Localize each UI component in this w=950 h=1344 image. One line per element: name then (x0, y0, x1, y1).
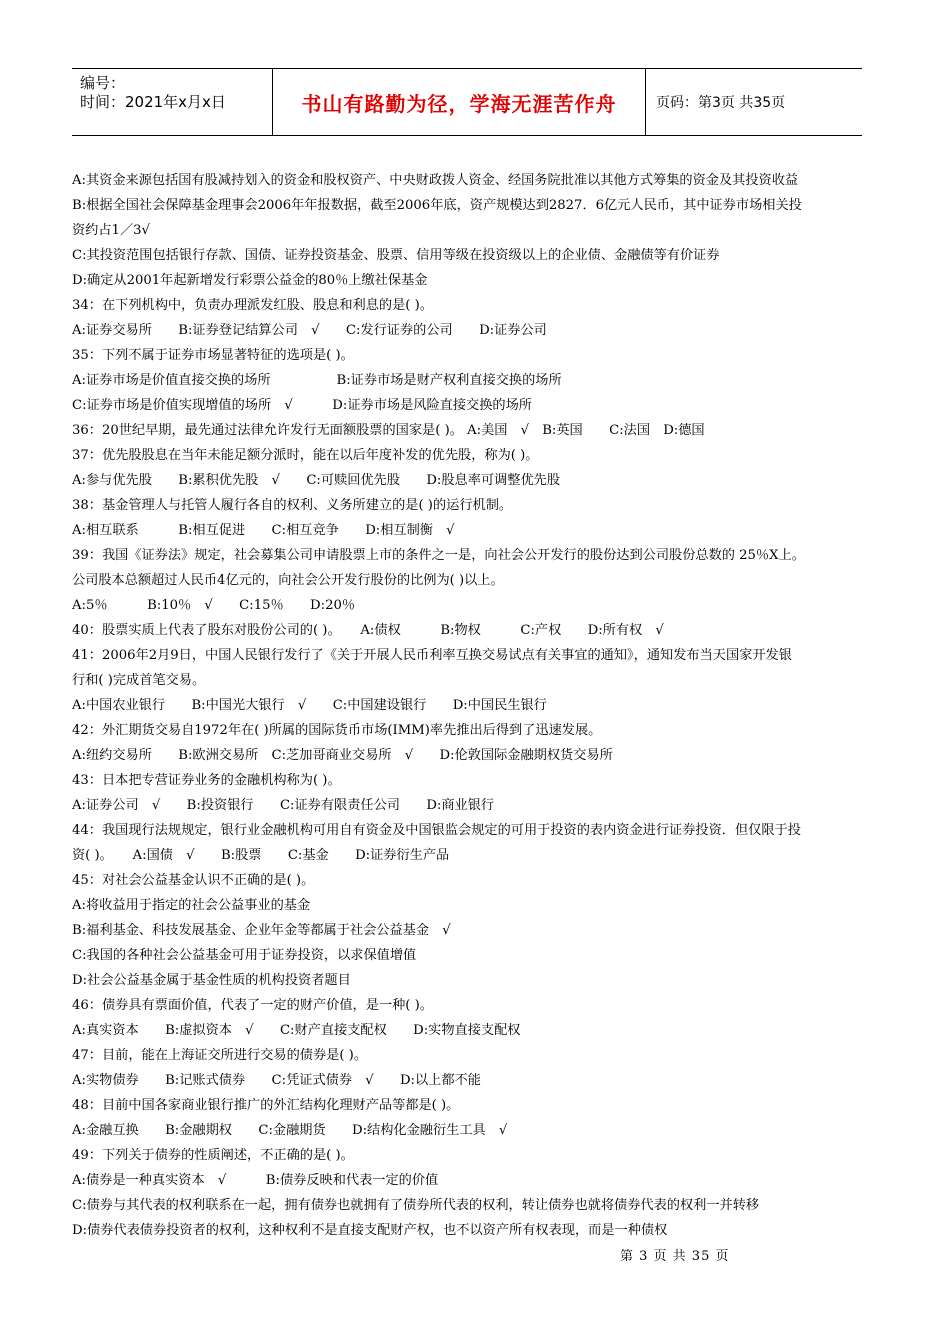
text-line: 46：债券具有票面价值，代表了一定的财产价值，是一种( )。 (72, 998, 433, 1013)
text-line: 47：目前，能在上海证交所进行交易的债券是( )。 (72, 1048, 368, 1063)
text-line: B:福利基金、科技发展基金、企业年金等都属于社会公益基金 √ (72, 923, 451, 938)
text-line: A:将收益用于指定的社会公益事业的基金 (72, 898, 311, 913)
text-line: A:中国农业银行 B:中国光大银行 √ C:中国建设银行 D:中国民生银行 (72, 698, 547, 713)
text-line: A:真实资本 B:虚拟资本 √ C:财产直接支配权 D:实物直接支配权 (72, 1023, 521, 1038)
text-line: A:证券公司 √ B:投资银行 C:证券有限责任公司 D:商业银行 (72, 798, 495, 813)
text-line: C:其投资范围包括银行存款、国债、证券投资基金、股票、信用等级在投资级以上的企业债、金融债等有价证券 (72, 248, 720, 263)
page-header (72, 68, 862, 136)
text-line: 48：目前中国各家商业银行推广的外汇结构化理财产品等都是( )。 (72, 1098, 460, 1113)
text-line: A:相互联系 B:相互促进 C:相互竞争 D:相互制衡 √ (72, 523, 455, 538)
text-line: D:社会公益基金属于基金性质的机构投资者题目 (72, 973, 351, 988)
text-line: 38：基金管理人与托管人履行各自的权利、义务所建立的是( )的运行机制。 (72, 498, 513, 513)
text-line: 42：外汇期货交易自1972年在( )所属的国际货币市场(IMM)率先推出后得到了迅速发展。 (72, 723, 602, 738)
text-line: D:债券代表债券投资者的权利，这种权利不是直接支配财产权，也不以资产所有权表现，而是一种债权 (72, 1223, 668, 1238)
number-label: 编号： (80, 74, 126, 92)
text-line: 43：日本把专营证券业务的金融机构称为( )。 (72, 773, 341, 788)
text-line: 41：2006年2月9日，中国人民银行发行了《关于开展人民币利率互换交易试点有关事宜的通知》，通知发布当天国家开发银 (72, 648, 792, 663)
text-line: 40：股票实质上代表了股东对股份公司的( )。 A:债权 B:物权 C:产权 D:所有权 √ (72, 623, 664, 638)
document-body (72, 168, 872, 1243)
text-line: 39：我国《证券法》规定，社会募集公司申请股票上市的条件之一是，向社会公开发行的股份达到公司股份总数的 25％X上。 (72, 548, 805, 563)
header-info (72, 69, 272, 135)
text-line: 37：优先股股息在当年未能足额分派时，能在以后年度补发的优先股，称为( )。 (72, 448, 539, 463)
text-line: B:根据全国社会保障基金理事会2006年年报数据，截至2006年底，资产规模达到2827．6亿元人民币，其中证券市场相关投 (72, 198, 802, 213)
text-line: A:债券是一种真实资本 √ B:债券反映和代表一定的价值 (72, 1173, 439, 1188)
text-line: A:金融互换 B:金融期权 C:金融期货 D:结构化金融衍生工具 √ (72, 1123, 508, 1138)
text-line: A:纽约交易所 B:欧洲交易所 C:芝加哥商业交易所 √ D:伦敦国际金融期权货交易所 (72, 748, 613, 763)
text-line: C:我国的各种社会公益基金可用于证券投资，以求保值增值 (72, 948, 417, 963)
page-footer: 第 3 页 共 35 页 (620, 1249, 730, 1264)
text-line: A:5％ B:10％ √ C:15％ D:20％ (72, 598, 356, 613)
text-line: A:实物债券 B:记账式债券 C:凭证式债券 √ D:以上都不能 (72, 1073, 481, 1088)
header-divider (645, 69, 646, 135)
text-line: 44：我国现行法规规定，银行业金融机构可用自有资金及中国银监会规定的可用于投资的表内资金进行证券投资．但仅限于投 (72, 823, 801, 838)
text-line: 资约占1／3√ (72, 223, 150, 238)
text-line: 行和( )完成首笔交易。 (72, 673, 206, 688)
header-page-number: 页码：第3页 共35页 (656, 95, 786, 111)
text-line: 36：20世纪早期，最先通过法律允许发行无面额股票的国家是( )。 A:美国 √ B:英国 C:法国 D:德国 (72, 423, 705, 438)
text-line: D:确定从2001年起新增发行彩票公益金的80％上缴社保基金 (72, 273, 428, 288)
text-line: A:其资金来源包括国有股减持划入的资金和股权资产、中央财政拨人资金、经国务院批准以其他方式筹集的资金及其投资收益 (72, 173, 799, 188)
header-motto: 书山有路勤为径，学海无涯苦作舟 (301, 91, 617, 116)
text-line: 45：对社会公益基金认识不正确的是( )。 (72, 873, 315, 888)
text-line: A:证券市场是价值直接交换的场所 B:证券市场是财产权利直接交换的场所 (72, 373, 562, 388)
time-label: 时间：2021年x月x日 (80, 93, 226, 111)
text-line: 公司股本总额超过人民币4亿元的，向社会公开发行股份的比例为( )以上。 (72, 573, 504, 588)
text-line: 资( )。 A:国债 √ B:股票 C:基金 D:证券衍生产品 (72, 848, 450, 863)
text-line: A:参与优先股 B:累积优先股 √ C:可赎回优先股 D:股息率可调整优先股 (72, 473, 561, 488)
text-line: 49：下列关于债券的性质阐述，不正确的是( )。 (72, 1148, 354, 1163)
text-line: C:债券与其代表的权利联系在一起，拥有债券也就拥有了债券所代表的权利，转让债券也就将债券代表的权利一并转移 (72, 1198, 760, 1213)
text-line: 34：在下列机构中，负责办理派发红股、股息和利息的是( )。 (72, 298, 433, 313)
text-line: C:证券市场是价值实现增值的场所 √ D:证券市场是风险直接交换的场所 (72, 398, 532, 413)
text-line: A:证券交易所 B:证券登记结算公司 √ C:发行证券的公司 D:证券公司 (72, 323, 547, 338)
text-line: 35：下列不属于证券市场显著特征的选项是( )。 (72, 348, 354, 363)
